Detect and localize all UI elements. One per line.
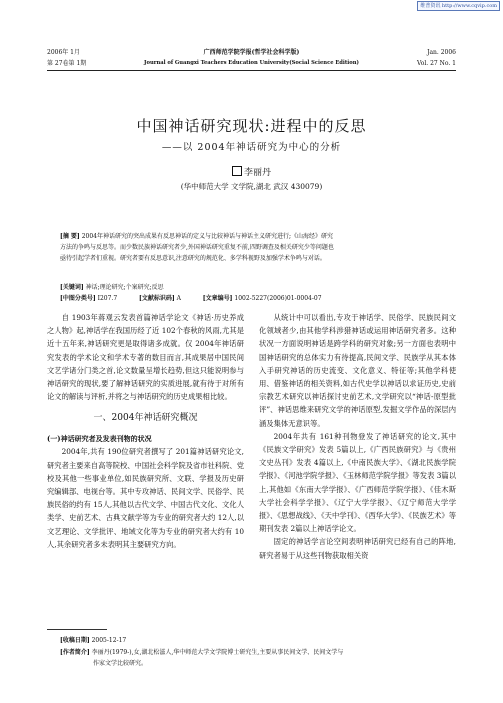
footnote-rule [47, 629, 107, 630]
clc-value: I207.7 [97, 295, 118, 302]
author-bio [60, 647, 343, 658]
received-date [60, 635, 126, 646]
header-date: 2006年 1月 [47, 49, 80, 56]
received-value: 2005-12-17 [91, 637, 127, 644]
left-column [47, 311, 244, 551]
author-marker-icon [232, 166, 242, 176]
right-column [259, 311, 456, 562]
author-name: 李丽丹 [243, 168, 271, 178]
article-author [40, 165, 463, 178]
body-paragraph: 从统计中可以看出,专攻于神话学、民俗学、民族民间文化领域者少,由其他学科涉猎神话或运用神话研究者多。这种状况一方面说明神话是跨学科的研究对象;另一方面也表明中国神话研究的总体实力有待提高,民间文学、民族学从其本体入手研究神话的历史流变、文化意义、特征等;其他学科使用、借鉴神话的相关资料,如古代史学以神话以求证历史,史前宗教艺术研究以神话探讨史前艺术,文学研究以“神话-原型批评”、神话思维来研究文学的神话原型,发掘文学作品的深层内涵及集体无意识等。 [259, 313, 456, 428]
author-bio-text-2: 作家文学比较研究。 [93, 660, 148, 667]
article-title: 中国神话研究现状:进程中的反思 [136, 117, 367, 135]
keywords-label: [关键词] [60, 284, 84, 291]
journal-name-en: Journal of Guangxi Teachers Education University(Social Science Edition) [144, 60, 359, 66]
header-date-en: Jan. 2006 [427, 49, 456, 56]
author-bio-text-1: 李丽丹(1979-),女,湖北松滋人,华中师范大学文学院博士研究生,主要从事民间文学、民间文学与 [91, 649, 344, 656]
author-bio-label: [作者简介] [60, 649, 90, 656]
header-volume-cn: 第 27卷第 1期 [47, 60, 87, 67]
article-subtitle: ——以 2004年神话研究为中心的分析 [161, 142, 342, 153]
received-label: [收稿日期] [60, 637, 90, 644]
subsection-heading: (一)神话研究者及发表刊物的状况 [47, 434, 152, 444]
article-number-label: [文章编号] [202, 295, 233, 302]
header-rule [47, 70, 456, 71]
body-paragraph: 2004年,共有 190位研究者撰写了 201篇神话研究论文,研究者主要来自高等院校、中国社会科学院及省市社科院、党校及其他一些事业单位,如民族研究所、文联、学报及历史研究编辑部、电视台等。其中专攻神话、民间文学、民俗学、民族民俗的约有 15人,其他以古代文学、中国古代文化、文化人类学、史前艺术、古典文献学等为专业的研究者大约 12人,以文艺理论、文学批评、地域文化等为专业的研究者大约有 10人,其余研究者多未表明其主要研究方向。 [47, 447, 245, 549]
body-paragraph: 2004年共有 161种刊物登发了神话研究的论文,其中《民族文学研究》发表 5篇以上,《广西民族研究》与《贵州文史丛刊》发表 4篇以上,《中南民族大学》、《湖北民族学院学报》、《河池学院学报》、《玉林师范学院学报》等发表 3篇以上,其他如《东南大学学报》、《广西师范学院学报》、《佳木斯大学社会科学学报》、《辽宁大学学报》、《辽宁师范大学学报》、《思想战线》、《天中学刊》、《西华大学》、《民族艺术》等期刊发表 2篇以上神话学论文。 [259, 431, 457, 534]
source-watermark: 维普资讯 http://www.cqvip.com [417, 1, 500, 11]
abstract-label: [摘 要] [60, 233, 80, 240]
body-paragraph: 自 1903年蒋观云发表首篇神话学论文《神话·历史养成之人物》起,神话学在我国历经了近 102个春秋的风雨,尤其是近十五年来,神话研究更是取得诸多成就。仅 2004年神话研究发表的学术论文和学术专著的数目而言,其成果居中国民间文艺学诸分门类之首,论文数量呈增长趋势,但这只能说明参与神话研究的现状,要了解神话研究的实质进展,就有待于对所有论文的解读与评析,并将之与神话研究的历史成果相比较。 [47, 313, 244, 402]
doc-code-value: A [176, 295, 181, 302]
abstract [60, 231, 448, 264]
abstract-text-3: 亟待引起学者们重视。研究者要有反思意识,注意研究的规范化、多学科视野及加强学术争鸣与对话。 [60, 255, 326, 262]
body-paragraph: 固定的神话学言论空间表明神话研究已经有自己的阵地,研究者易于从这些刊物获取相关资 [259, 537, 456, 560]
keywords-value: 神话;理论研究;个案研究;反思 [85, 284, 164, 291]
abstract-text-1: 2004年神话研究的突出成果有反思神话的定义与比较神话与神话主义研究进行;《山海经》研究 [81, 233, 333, 240]
author-affiliation: (华中师范大学 文学院,湖北 武汉 430079) [180, 182, 323, 191]
abstract-text-2: 方法的争鸣与反思等。而少数民族神话研究者少,外国神话研究重复不前,四野调查及相关研究少等问题也 [60, 244, 334, 251]
section-heading: 一、2004年神话研究概况 [93, 413, 198, 424]
article-meta [60, 282, 448, 304]
journal-name-cn: 广西师范学院学报(哲学社会科学版) [203, 49, 300, 56]
article-number-value: 1002-5227(2006)01-0004-07 [234, 295, 322, 302]
clc-label: [中图分类号] [60, 295, 96, 302]
doc-code-label: [文献标识码] [139, 295, 175, 302]
header-volume-en: Vol. 27 No. 1 [416, 60, 456, 67]
